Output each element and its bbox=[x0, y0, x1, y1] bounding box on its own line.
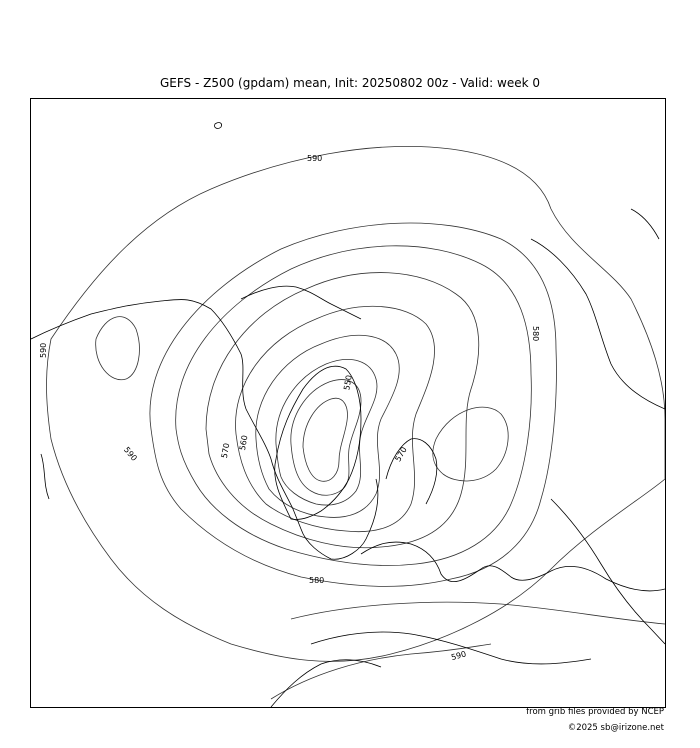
contour-label: 580 bbox=[531, 326, 540, 342]
coast-africa bbox=[271, 660, 381, 707]
map-title: GEFS - Z500 (gpdam) mean, Init: 20250802 00z - Valid: week 0 bbox=[159, 76, 541, 90]
contour-low-left bbox=[96, 317, 140, 380]
contour-label: 590 bbox=[122, 445, 139, 463]
coastlines bbox=[31, 123, 665, 707]
contour-550 bbox=[291, 380, 361, 496]
contour-545 bbox=[303, 398, 347, 481]
contour-low-right bbox=[433, 407, 508, 481]
contour-565 bbox=[236, 306, 435, 531]
contour-label: 590 bbox=[450, 649, 468, 663]
contour-label: 570 bbox=[393, 445, 409, 464]
polar-map bbox=[31, 99, 665, 707]
coast-japan bbox=[631, 209, 659, 239]
coast-sw-islands bbox=[41, 454, 49, 499]
contour-575 bbox=[176, 246, 532, 566]
contour-label: 580 bbox=[309, 576, 325, 585]
contour-label-group bbox=[39, 154, 540, 662]
data-source-credit: from grib files provided by NCEP bbox=[526, 707, 664, 717]
contour-590-outer bbox=[47, 146, 666, 661]
coast-island-top bbox=[215, 123, 222, 129]
map-frame bbox=[30, 98, 666, 708]
contour-label: 570 bbox=[219, 442, 232, 459]
contour-lines bbox=[47, 146, 666, 699]
coast-europe bbox=[361, 542, 665, 591]
coast-scandinavia bbox=[386, 439, 437, 504]
copyright-credit: ©2025 sb@irizone.net bbox=[567, 723, 664, 733]
contour-label: 590 bbox=[307, 154, 323, 163]
contour-label: 590 bbox=[39, 342, 48, 358]
contour-label: 560 bbox=[237, 434, 250, 452]
contour-label: 550 bbox=[342, 374, 354, 391]
